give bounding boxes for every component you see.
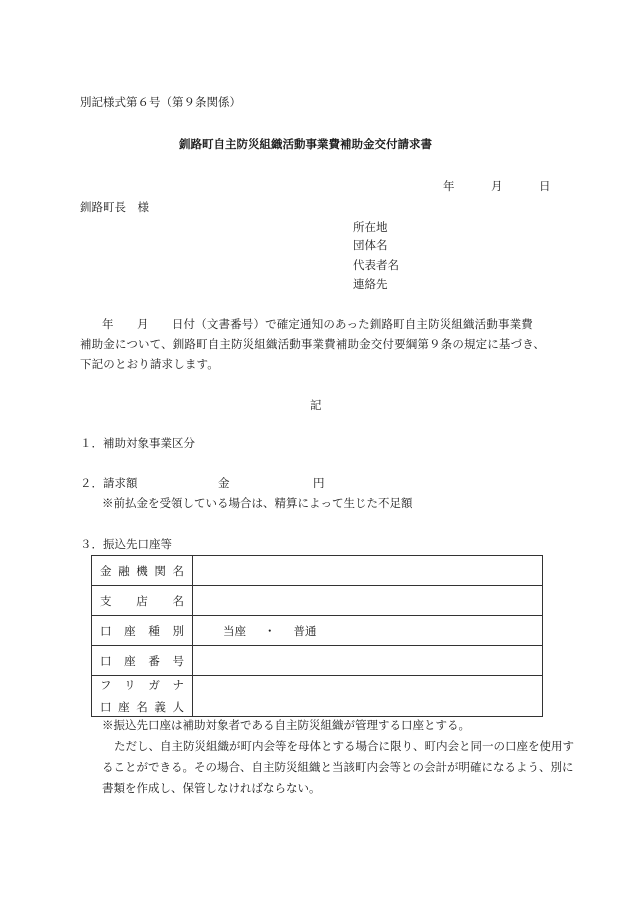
date-year: 年	[443, 179, 455, 193]
table-row	[92, 646, 543, 676]
branch-label: 支 店 名	[92, 586, 193, 616]
body-paragraph	[80, 314, 550, 374]
account-holder-field[interactable]	[193, 676, 543, 717]
item-3-label: ３．振込先口座等	[80, 537, 172, 551]
table-row	[92, 586, 543, 616]
note-3: ることができる。その場合、自主防災組織と当該町内会等との会計が明確になるよう、別に	[102, 760, 574, 774]
document-title: 釧路町自主防災組織活動事業費補助金交付請求書	[179, 137, 432, 151]
account-holder-label	[92, 676, 193, 717]
account-type-label: 口 座 種 別	[92, 616, 193, 646]
bank-name-field[interactable]	[193, 556, 543, 586]
amount-en: 円	[313, 476, 325, 490]
amount-note: ※前払金を受領している場合は、精算によって生じた不足額	[102, 496, 413, 510]
item-1-label: １．補助対象事業区分	[80, 436, 195, 450]
applicant-representative-label: 代表者名	[353, 258, 399, 272]
applicant-address-label: 所在地	[353, 220, 388, 234]
furigana-label: フ リ ガ ナ	[100, 678, 184, 692]
account-type-field[interactable]	[193, 616, 543, 646]
note-2: ただし、自主防災組織が町内会等を母体とする場合に限り、町内会と同一の口座を使用す	[114, 739, 574, 753]
ki-heading: 記	[310, 398, 322, 412]
date-month: 月	[491, 179, 503, 193]
item-2-label: ２．請求額	[80, 476, 138, 490]
branch-field[interactable]	[193, 586, 543, 616]
body-line: 補助金について、釧路町自主防災組織活動事業費補助金交付要綱第９条の規定に基づき、	[80, 337, 546, 351]
body-line: 下記のとおり請求します。	[80, 357, 219, 371]
account-number-label: 口 座 番 号	[92, 646, 193, 676]
form-number: 別記様式第６号（第９条関係）	[80, 95, 241, 109]
table-row	[92, 676, 543, 717]
applicant-group-label: 団体名	[353, 238, 388, 252]
body-line: 年 月 日付（文書番号）で確定通知のあった釧路町自主防災組織活動事業費	[102, 317, 533, 331]
account-type-checking[interactable]: 当座	[223, 623, 246, 638]
note-1: ※振込先口座は補助対象者である自主防災組織が管理する口座とする。	[102, 718, 470, 732]
bank-account-table	[91, 555, 543, 717]
applicant-contact-label: 連絡先	[353, 277, 388, 291]
account-holder-name-label: 口 座 名 義 人	[100, 700, 184, 714]
table-row	[92, 556, 543, 586]
bank-name-label: 金 融 機 関 名	[92, 556, 193, 586]
table-row	[92, 616, 543, 646]
amount-kin: 金	[218, 476, 230, 490]
date-day: 日	[539, 179, 551, 193]
account-type-ordinary[interactable]: 普通	[293, 623, 317, 638]
separator: ・	[264, 623, 276, 638]
addressee: 釧路町長 様	[80, 200, 149, 214]
note-4: 書類を作成し、保管しなければならない。	[102, 781, 321, 795]
account-number-field[interactable]	[193, 646, 543, 676]
